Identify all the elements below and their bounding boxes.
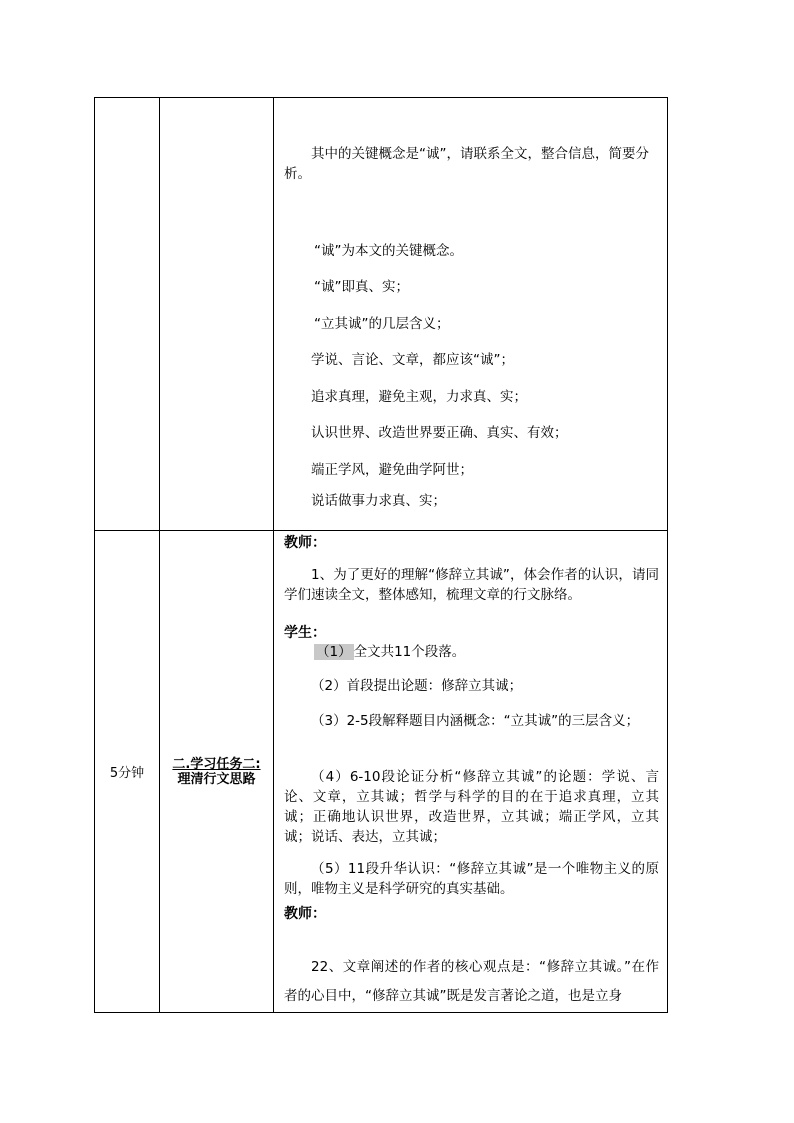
answer-line: 学说、言论、文章，都应该“诚”； [311, 352, 514, 368]
answer-line: 追求真理，避免主观，力求真、实； [311, 389, 527, 405]
student-item-4: （4）6-10段论证分析“修辞立其诚”的论题：学说、言论、文章，立其诚；哲学与科学的目的在于追求真理，立其诚；正确地认识世界，改造世界，立其诚；端正学风，立其诚；说话、表达，立其诚； [284, 769, 659, 845]
item-text: 全文共11个段落。 [353, 644, 466, 660]
content-cell [274, 531, 668, 1013]
lesson-plan-table [94, 97, 668, 1013]
student-item-3: （3）2-5段解释题目内涵概念：“立其诚”的三层含义； [311, 713, 640, 729]
table-row [95, 531, 668, 1013]
answer-line: 认识世界、改造世界要正确、真实、有效； [311, 425, 568, 441]
answer-line: “立其诚”的几层含义； [314, 316, 450, 332]
student-item-2: （2）首段提出论题：修辞立其诚； [311, 678, 523, 694]
task-cell [160, 98, 274, 531]
task-title-line2: 理清行文思路 [177, 771, 256, 787]
answer-line: “诚”即真、实； [314, 279, 409, 295]
task-cell [160, 531, 274, 1013]
teacher-instruction: 1、为了更好的理解“修辞立其诚”，体会作者的认识，请同学们速读全文，整体感知，梳理文章的行文脉络。 [284, 567, 659, 603]
time-cell [95, 98, 160, 531]
item-number-highlight: （1） [316, 644, 352, 660]
teacher-viewpoint: 22、文章阐述的作者的核心观点是：“修辞立其诚。”在作者的心目中，“修辞立其诚”既是发言著论之道，也是立身 [284, 959, 659, 1004]
question-text: 其中的关键概念是“诚”，请联系全文，整合信息，简要分析。 [284, 146, 649, 182]
answer-line: 端正学风，避免曲学阿世； [311, 462, 473, 478]
student-item-1 [284, 642, 659, 662]
content-cell [274, 98, 668, 531]
teacher-label-2: 教师： [284, 906, 326, 922]
table-row [95, 98, 668, 531]
task-title-line1: 二.学习任务二: [172, 756, 261, 772]
answer-line: 说话做事力求真、实； [311, 493, 446, 509]
student-label: 学生： [284, 625, 326, 641]
teacher-label: 教师： [284, 535, 326, 551]
student-item-5: （5）11段升华认识：“修辞立其诚”是一个唯物主义的原则，唯物主义是科学研究的真实基础。 [284, 861, 659, 897]
answer-line: “诚”为本文的关键概念。 [314, 243, 463, 259]
time-cell: 5分钟 [95, 531, 160, 1013]
